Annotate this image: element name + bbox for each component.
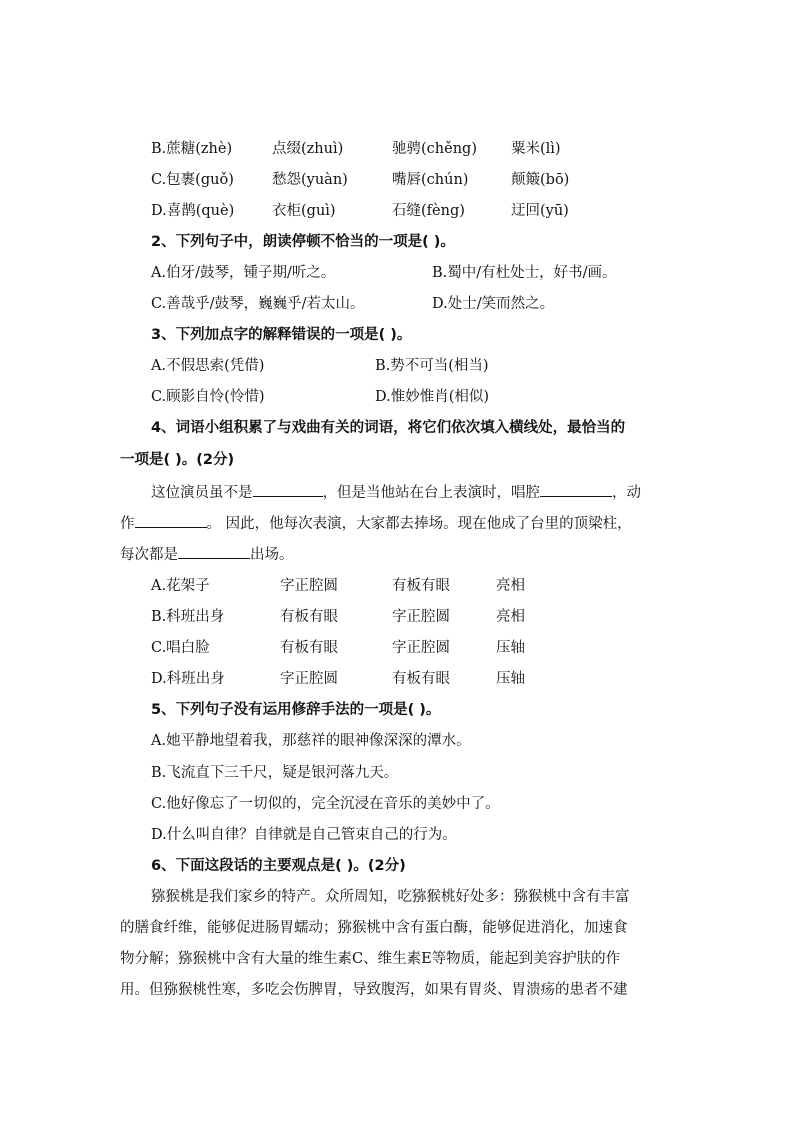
q2-option-d: D.处士/笑而然之。 xyxy=(432,296,555,312)
q5-title: 5、下列句子没有运用修辞手法的一项是( )。 xyxy=(151,702,441,718)
q4-b-word4: 亮相 xyxy=(496,609,525,625)
q4-a-word1: A.花架子 xyxy=(151,578,210,594)
q4-c-word4: 压轴 xyxy=(496,640,525,656)
q4-c-word2: 有板有眼 xyxy=(280,640,338,656)
q4-a-word4: 亮相 xyxy=(496,578,525,594)
q4-text-2b: 。 因此，他每次表演，大家都去捧场。现在他成了台里的顶梁柱， xyxy=(206,516,632,532)
q4-passage-line1 xyxy=(151,482,641,503)
q3-option-d: D.惟妙惟肖(相似) xyxy=(375,389,490,405)
q4-b-word3: 字正腔圆 xyxy=(392,609,450,625)
q4-passage-line2 xyxy=(120,513,632,534)
q1-d-word4: 迂回(yū) xyxy=(511,203,569,219)
q1-c-word2: 愁怨(yuàn) xyxy=(272,172,348,188)
q1-c-word3: 嘴唇(chún) xyxy=(392,172,469,188)
q1-c-word4: 颠簸(bō) xyxy=(511,172,570,188)
q1-c-word1: C.包裹(guǒ) xyxy=(151,172,234,188)
q1-d-word2: 衣柜(guì) xyxy=(272,203,336,219)
q1-b-word2: 点缀(zhuì) xyxy=(272,141,344,157)
q5-option-b: B.飞流直下三千尺，疑是银河落九天。 xyxy=(151,765,399,781)
q4-d-word1: D.科班出身 xyxy=(151,671,225,687)
q3-option-b: B.势不可当(相当) xyxy=(375,358,489,374)
q4-d-word3: 有板有眼 xyxy=(392,671,450,687)
q6-para-line2: 的膳食纤维，能够促进肠胃蠕动；猕猴桃中含有蛋白酶，能够促进消化，加速食 xyxy=(120,920,628,936)
q5-option-a: A.她平静地望着我，那慈祥的眼神像深深的潭水。 xyxy=(151,733,471,749)
q4-d-word2: 字正腔圆 xyxy=(280,671,338,687)
q4-text-3a: 每次都是 xyxy=(120,547,178,563)
q1-d-word1: D.喜鹊(què) xyxy=(151,203,235,219)
q4-blank-4 xyxy=(178,544,250,559)
q4-text-3b: 出场。 xyxy=(250,547,294,563)
q2-option-c: C.善哉乎/鼓琴，巍巍乎/若太山。 xyxy=(151,296,365,312)
q4-text-1b: ，但是当他站在台上表演时，唱腔 xyxy=(322,485,540,501)
q4-blank-2 xyxy=(540,482,612,497)
q2-option-b: B.蜀中/有杜处士，好书/画。 xyxy=(432,265,617,281)
q4-c-word3: 字正腔圆 xyxy=(392,640,450,656)
q6-para-line1: 猕猴桃是我们家乡的特产。众所周知，吃猕猴桃好处多：猕猴桃中含有丰富 xyxy=(151,889,630,905)
q5-option-d: D.什么叫自律？自律就是自己管束自己的行为。 xyxy=(151,827,457,843)
q3-option-c: C.顾影自怜(怜惜) xyxy=(151,389,265,405)
q4-passage-line3 xyxy=(120,544,294,565)
q3-option-a: A.不假思索(凭借) xyxy=(151,358,265,374)
q2-option-a: A.伯牙/鼓琴，锺子期/听之。 xyxy=(151,265,336,281)
q4-text-2a: 作 xyxy=(120,516,135,532)
q4-a-word3: 有板有眼 xyxy=(392,578,450,594)
q4-a-word2: 字正腔圆 xyxy=(280,578,338,594)
q4-text-1c: ，动 xyxy=(612,485,641,501)
q4-b-word1: B.科班出身 xyxy=(151,609,225,625)
q1-b-word4: 粟米(lì) xyxy=(511,141,561,157)
q4-title-line1: 4、词语小组积累了与戏曲有关的词语，将它们依次填入横线处，最恰当的 xyxy=(151,420,626,436)
q2-title: 2、下列句子中，朗读停顿不恰当的一项是( )。 xyxy=(151,234,455,250)
q4-blank-3 xyxy=(135,513,207,528)
q4-d-word4: 压轴 xyxy=(496,671,525,687)
q5-option-c: C.他好像忘了一切似的，完全沉浸在音乐的美妙中了。 xyxy=(151,796,500,812)
q6-para-line4: 用。但猕猴桃性寒，多吃会伤脾胃，导致腹泻，如果有胃炎、胃溃疡的患者不建 xyxy=(120,982,628,998)
q4-blank-1 xyxy=(253,482,323,497)
q1-b-word1: B.蔗糖(zhè) xyxy=(151,141,233,157)
q6-para-line3: 物分解；猕猴桃中含有大量的维生素C、维生素E等物质，能起到美容护肤的作 xyxy=(120,951,621,967)
q4-c-word1: C.唱白脸 xyxy=(151,640,210,656)
q6-title: 6、下面这段话的主要观点是( )。(2分) xyxy=(151,858,406,874)
q4-title-line2: 一项是( )。(2分) xyxy=(120,452,235,468)
q4-text-1a: 这位演员虽不是 xyxy=(151,485,253,501)
q1-b-word3: 驰骋(chěng) xyxy=(392,141,477,157)
q3-title: 3、下列加点字的解释错误的一项是( )。 xyxy=(151,327,412,343)
q4-b-word2: 有板有眼 xyxy=(280,609,338,625)
q1-d-word3: 石缝(fèng) xyxy=(392,203,465,219)
